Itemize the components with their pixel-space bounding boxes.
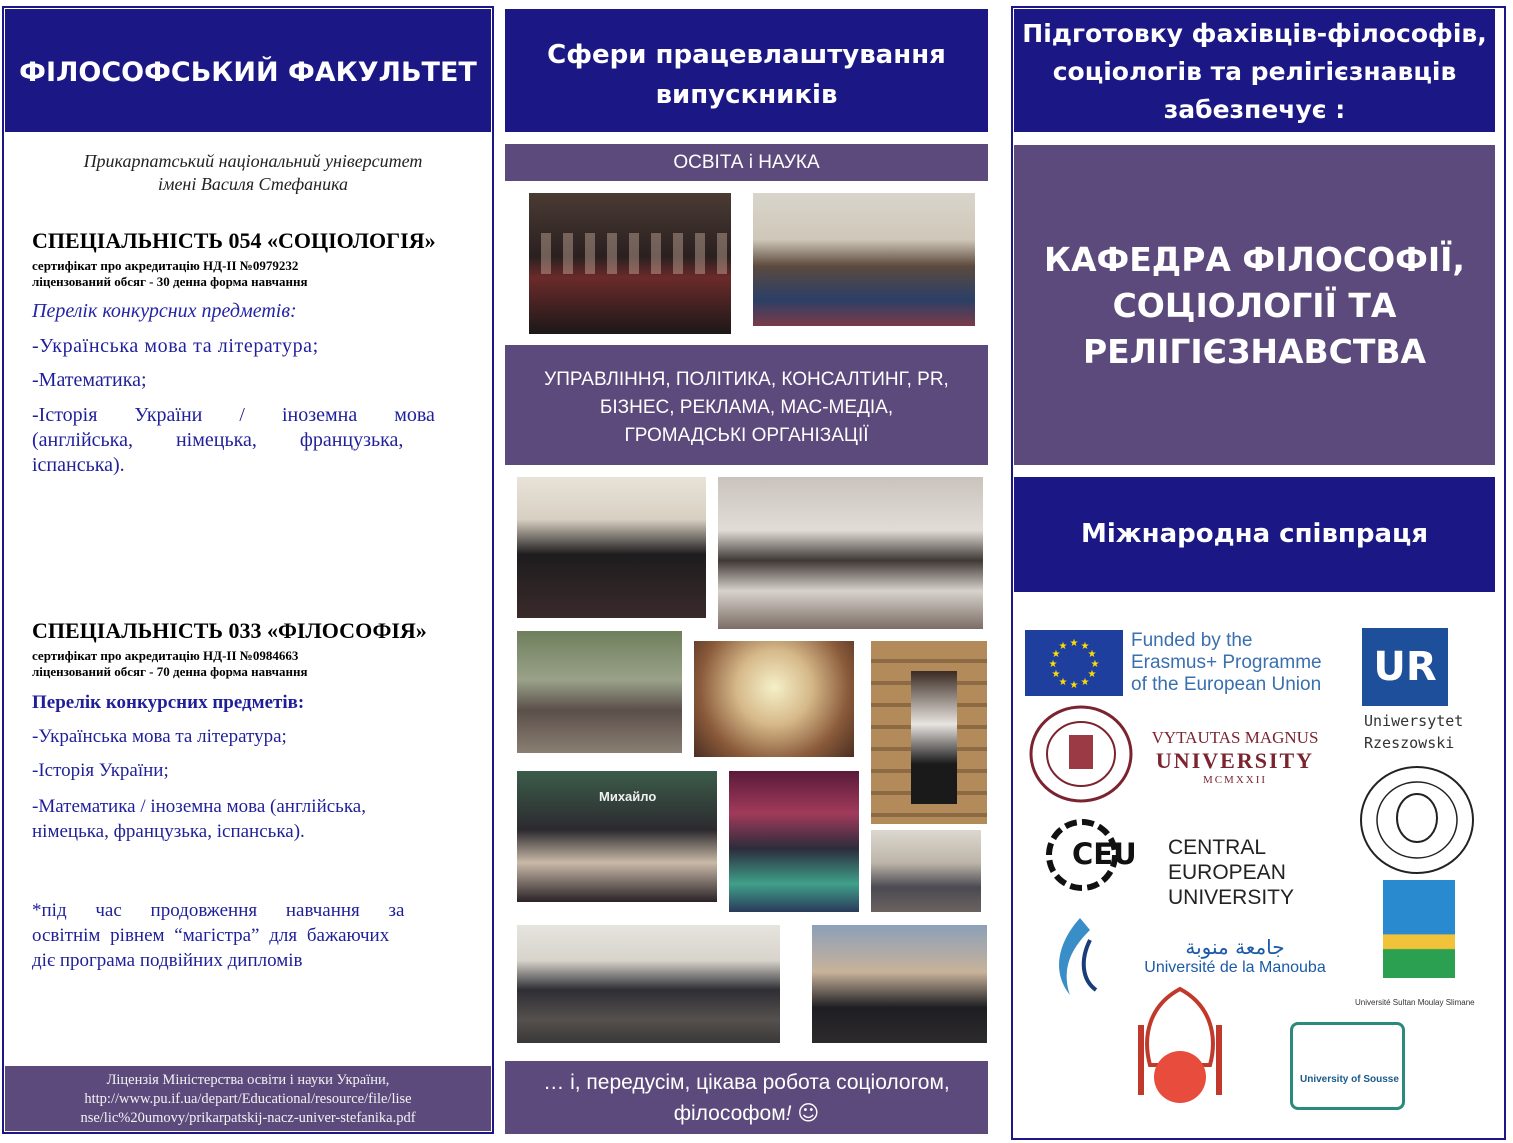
footer-line bbox=[505, 1098, 988, 1129]
ur-mark-text: UR bbox=[1373, 644, 1437, 690]
university-line-2: імені Василя Стефаника bbox=[157, 174, 349, 194]
vmu-line: UNIVERSITY bbox=[1155, 748, 1315, 773]
ceu-logo bbox=[1040, 815, 1310, 910]
svg-text:★: ★ bbox=[1080, 641, 1090, 652]
smiley-icon: ☺ bbox=[797, 1101, 820, 1125]
licensed-volume: ліцензований обсяг - 70 денна форма навчання bbox=[32, 664, 308, 679]
department-title bbox=[1014, 237, 1495, 375]
specialty-sociology bbox=[32, 228, 482, 478]
department-line: РЕЛІГІЄЗНАВСТВА bbox=[1082, 332, 1427, 371]
svg-text:★: ★ bbox=[1069, 680, 1079, 691]
footer-line: … і, передусім, цікава робота соціологом, bbox=[543, 1071, 950, 1094]
band-label: ГРОМАДСЬКІ ОРГАНІЗАЦІЇ bbox=[624, 425, 869, 446]
photo-lecture-hall bbox=[753, 193, 975, 326]
employment-header bbox=[505, 9, 988, 132]
rzeszow-line: Uniwersytet bbox=[1364, 712, 1464, 730]
photo-award-ceremony bbox=[517, 771, 717, 902]
svg-text:★: ★ bbox=[1087, 669, 1097, 680]
emblem-graphic-icon bbox=[1130, 985, 1230, 1113]
university-name bbox=[20, 150, 486, 196]
footer-exclamation: ! bbox=[785, 1102, 792, 1125]
vytautas-seal-icon bbox=[1029, 705, 1133, 803]
faculty-title: ФІЛОСОФСЬКИЙ ФАКУЛЬТЕТ bbox=[19, 57, 477, 88]
band-label: БІЗНЕС, РЕКЛАМА, МАС-МЕДІА, bbox=[599, 397, 894, 418]
license-line: Ліцензія Міністерства освіти і науки України, bbox=[106, 1072, 390, 1088]
band-label: УПРАВЛІННЯ, ПОЛІТИКА, КОНСАЛТИНГ, PR, bbox=[544, 369, 949, 390]
photo-large-group bbox=[718, 477, 983, 629]
ceu-line: UNIVERSITY bbox=[1168, 886, 1295, 909]
licensed-volume: ліцензований обсяг - 30 денна форма навчання bbox=[32, 274, 308, 289]
international-header bbox=[1014, 477, 1495, 592]
subject-line: іспанська). bbox=[32, 454, 125, 476]
department-block bbox=[1014, 145, 1495, 465]
svg-text:★: ★ bbox=[1087, 649, 1097, 660]
rzeszow-line: Rzeszowski bbox=[1364, 734, 1455, 752]
svg-text:★: ★ bbox=[1069, 638, 1079, 649]
manouba-university-logo bbox=[1135, 935, 1335, 980]
svg-text:★: ★ bbox=[1058, 641, 1068, 652]
header-line: Підготовку фахівців-філософів, bbox=[1022, 19, 1487, 48]
note-line: діє програма подвійних дипломів bbox=[32, 950, 303, 971]
svg-text:★: ★ bbox=[1080, 677, 1090, 688]
subject-item bbox=[32, 403, 482, 478]
seal-graphic-icon bbox=[1029, 705, 1133, 803]
svg-text:★: ★ bbox=[1051, 649, 1061, 660]
ceu-line: EUROPEAN bbox=[1168, 861, 1286, 884]
employment-title bbox=[505, 35, 988, 115]
subject-line: німецька, французька, іспанська). bbox=[32, 821, 305, 842]
manouba-wave-icon bbox=[1030, 910, 1126, 1012]
header-line: Сфери працевлаштування bbox=[547, 40, 946, 70]
accreditation-cert: сертифікат про акредитацію НД-ІІ №0984663 bbox=[32, 648, 299, 663]
preparation-header bbox=[1014, 9, 1495, 132]
ur-mark-icon bbox=[1362, 628, 1448, 706]
erasmus-text bbox=[1131, 630, 1322, 696]
svg-text:★: ★ bbox=[1090, 659, 1100, 670]
ceu-mark: CEU bbox=[1072, 837, 1137, 871]
subject-line: -Математика / іноземна мова (англійська, bbox=[32, 796, 366, 817]
university-of-sousse-logo bbox=[1290, 1022, 1405, 1110]
license-url[interactable]: nse/lic%20umovy/prikarpatskij-nacz-univer-stefanika.pdf bbox=[80, 1110, 416, 1126]
subject-item bbox=[32, 794, 482, 844]
erasmus-line: Funded by the bbox=[1131, 630, 1253, 651]
license-footer bbox=[5, 1066, 491, 1131]
photo-audience-hall bbox=[871, 830, 981, 912]
photo-selfie-thumbs bbox=[812, 925, 987, 1043]
license-url[interactable]: http://www.pu.if.ua/depart/Educational/resource/file/lise bbox=[84, 1091, 412, 1107]
manouba-french: Université de la Manouba bbox=[1144, 959, 1326, 976]
svg-text:★: ★ bbox=[1051, 669, 1061, 680]
vytautas-magnus-logo bbox=[1150, 728, 1320, 786]
photo-students-certificates bbox=[517, 477, 706, 618]
header-line: випускників bbox=[655, 80, 838, 110]
preparation-title bbox=[1014, 15, 1495, 129]
subjects-title: Перелік конкурсних предметів: bbox=[32, 300, 297, 322]
subject-item: -Українська мова та література; bbox=[32, 335, 319, 357]
ceu-line: CENTRAL bbox=[1168, 836, 1267, 859]
erasmus-line: Erasmus+ Programme bbox=[1131, 652, 1322, 673]
manouba-emblem-icon bbox=[1030, 910, 1126, 1012]
photo-conference-group bbox=[517, 925, 780, 1043]
sultan-moulay-slimane-logo bbox=[1355, 880, 1495, 1015]
subject-item: -Українська мова та література; bbox=[32, 726, 287, 747]
photo-ball-dance bbox=[729, 771, 859, 912]
photo-selfie-circle bbox=[694, 641, 854, 757]
erasmus-logo bbox=[1025, 630, 1335, 698]
specialty-philosophy bbox=[32, 618, 482, 844]
vmu-line: MCMXXII bbox=[1202, 774, 1268, 786]
photo-library bbox=[871, 641, 987, 824]
specialty-title: СПЕЦІАЛЬНІСТЬ 054 «СОЦІОЛОГІЯ» bbox=[32, 228, 436, 253]
vmu-line: VYTAUTAS MAGNUS bbox=[1151, 728, 1319, 747]
ceu-text bbox=[1168, 835, 1294, 910]
header-line: соціологів та релігієзнавців bbox=[1052, 57, 1457, 86]
subject-item: -Історія України; bbox=[32, 760, 169, 781]
manouba-arabic: جامعة منوبة bbox=[1185, 935, 1285, 959]
middle-footer bbox=[505, 1061, 988, 1134]
band-label: ОСВІТА і НАУКА bbox=[673, 152, 820, 173]
svg-text:★: ★ bbox=[1048, 659, 1058, 670]
eu-flag-icon bbox=[1025, 630, 1123, 696]
rzeszow-university-logo bbox=[1356, 628, 1486, 753]
aristotle-seal-icon bbox=[1358, 764, 1476, 876]
svg-text:★: ★ bbox=[1058, 677, 1068, 688]
note-line: *під час продовження навчання за bbox=[32, 900, 405, 921]
note-line: освітнім рівнем “магістра” для бажаючих bbox=[32, 925, 390, 946]
sultan-emblem-icon bbox=[1383, 880, 1455, 978]
sousse-text: University of Sousse bbox=[1300, 1074, 1399, 1085]
thessaloniki-seal-icon bbox=[1358, 764, 1476, 876]
double-diploma-note bbox=[32, 898, 482, 973]
subject-line: (англійська, німецька, французька, bbox=[32, 429, 404, 451]
photo-monument-group bbox=[517, 631, 682, 753]
faculty-header bbox=[5, 9, 491, 132]
accreditation-cert: сертифікат про акредитацію НД-ІІ №0979232 bbox=[32, 258, 299, 273]
rzeszow-text bbox=[1364, 710, 1463, 754]
header-line: забезпечує : bbox=[1163, 95, 1346, 124]
footer-text: філософом bbox=[673, 1102, 786, 1125]
photo-caption: Михайло bbox=[599, 789, 657, 804]
specialty-title: СПЕЦІАЛЬНІСТЬ 033 «ФІЛОСОФІЯ» bbox=[32, 618, 427, 643]
subject-line: -Історія України / іноземна мова bbox=[32, 404, 435, 426]
international-title: Міжнародна співпраця bbox=[1080, 519, 1429, 549]
band-management-politics bbox=[505, 345, 988, 465]
band-education-science bbox=[505, 144, 988, 181]
erasmus-line: of the European Union bbox=[1131, 674, 1322, 695]
department-line: КАФЕДРА ФІЛОСОФІЇ, bbox=[1044, 240, 1465, 279]
university-emblem-orange-icon bbox=[1130, 985, 1230, 1113]
photo-graduates-gowns bbox=[529, 193, 731, 334]
department-line: СОЦІОЛОГІЇ ТА bbox=[1112, 286, 1397, 325]
subjects-title: Перелік конкурсних предметів: bbox=[32, 692, 305, 713]
sousse-frame-icon bbox=[1290, 1022, 1405, 1110]
university-line-1: Прикарпатський національний університет bbox=[83, 151, 423, 171]
eu-stars-icon bbox=[1025, 630, 1123, 696]
sultan-text: Université Sultan Moulay Slimane bbox=[1355, 998, 1475, 1007]
subject-item: -Математика; bbox=[32, 369, 147, 391]
